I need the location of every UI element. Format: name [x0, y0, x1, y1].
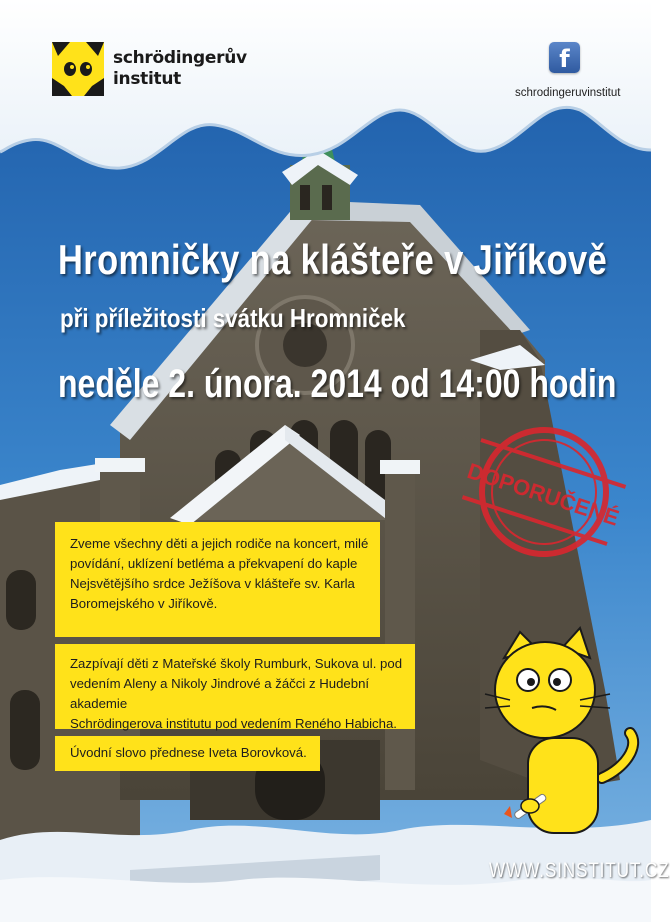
info-box-performers [55, 644, 415, 729]
cat-mascot-icon [490, 628, 645, 838]
stamp-text: DOPORUČENÉ [464, 458, 623, 531]
invitation-line: Zveme všechny děti a jejich rodiče na koncert, milé [70, 536, 369, 551]
cat-face-logo-icon [52, 42, 104, 96]
performers-line: vedením Aleny a Nikoly Jindrové a žáčci z Hudební akademie [70, 676, 370, 711]
recommended-stamp [458, 422, 630, 562]
logo-line-1: schrödingerův [113, 48, 247, 68]
invitation-line: povídání, uklízení betléma a překvapení do kaple [70, 556, 358, 571]
performers-line: Zazpívají děti z Mateřské školy Rumburk, Sukova ul. pod [70, 656, 403, 671]
event-date: neděle 2. února. 2014 od 14:00 hodin [58, 362, 617, 406]
performers-line: Schrödingerova institutu pod vedením Reného Habicha. [70, 716, 397, 731]
opening-speech-line: Úvodní slovo přednese Iveta Borovková. [70, 745, 307, 760]
facebook-page-name[interactable]: schrodingeruvinstitut [515, 87, 621, 99]
invitation-line: Boromejského v Jiříkově. [70, 596, 218, 611]
info-box-opening-speech [55, 736, 320, 771]
event-subtitle: při příležitosti svátku Hromniček [60, 303, 406, 333]
institute-logo [52, 42, 247, 96]
facebook-icon[interactable]: f [549, 42, 580, 73]
event-title: Hromničky na klášteře v Jiříkově [58, 236, 608, 283]
invitation-line: Nejsvětějšího srdce Ježíšova v klášteře sv. Karla [70, 576, 355, 591]
info-box-invitation [55, 522, 380, 637]
logo-line-2: institut [113, 69, 181, 89]
website-url[interactable]: WWW.SINSTITUT.CZ [489, 859, 670, 882]
logo-text [113, 48, 247, 90]
